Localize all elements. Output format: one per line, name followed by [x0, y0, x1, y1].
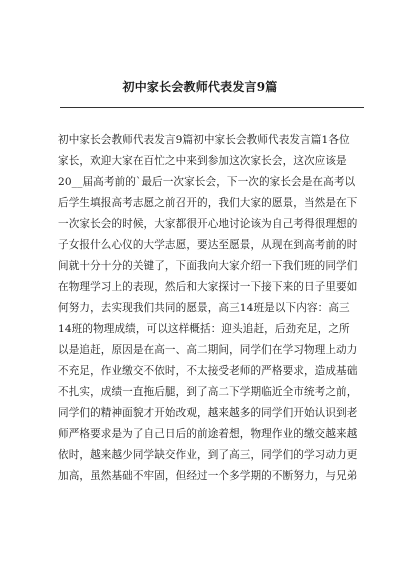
body-line: 初中家长会教师代表发言9篇初中家长会教师代表发言篇1各位 — [58, 134, 350, 146]
body-line: 子女报什么心仪的大学志愿，要达至愿景，从现在到高考前的时 — [58, 239, 358, 251]
title-divider — [60, 107, 364, 108]
body-line: 家长，欢迎大家在百忙之中来到参加这次家长会，这次应该是 — [58, 155, 347, 167]
document-title: 初中家长会教师代表发言9篇 — [122, 80, 278, 94]
body-line: 以是追赶，原因是在高一、高二期间，同学们在学习物理上动力 — [58, 344, 358, 356]
body-line: 同学们的精神面貌才开始改观，越来越多的同学们开始认识到老 — [58, 407, 358, 419]
body-line: 依时，越来越少同学缺交作业，到了高三，同学们的学习动力更 — [58, 449, 358, 461]
body-line: 加高，虽然基础不牢固，但经过一个多学期的不断努力，与兄弟 — [58, 470, 358, 482]
body-line: 不充足，作业缴交不依时，不太接受老师的严格要求，造成基础 — [58, 365, 358, 377]
body-line: 间就十分十分的关键了，下面我向大家介绍一下我们班的同学们 — [58, 260, 358, 272]
body-line: 14班的物理成绩，可以这样概括：迎头追赶，后劲充足，之所 — [58, 323, 350, 335]
body-line: 在物理学习上的表现，然后和大家探讨一下接下来的日子里要如 — [58, 281, 358, 293]
body-line: 后学生填报高考志愿之前召开的，我们大家的愿景，当然是在下 — [58, 197, 358, 209]
body-line: 师严格要求是为了自己日后的前途着想，物理作业的缴交越来越 — [58, 428, 358, 440]
body-line: 何努力，去实现我们共同的愿景，高三14班是以下内容：高三 — [58, 302, 350, 314]
body-line: 不扎实，成绩一直拖后腿，到了高二下学期临近全市统考之前， — [58, 386, 358, 398]
document-body — [58, 130, 366, 487]
body-line: 一次家长会的时候，大家都很开心地讨论该为自己考得很理想的 — [58, 218, 358, 230]
body-line: 20__届高考前的`最后一次家长会，下一次的家长会是在高考以 — [58, 176, 356, 188]
